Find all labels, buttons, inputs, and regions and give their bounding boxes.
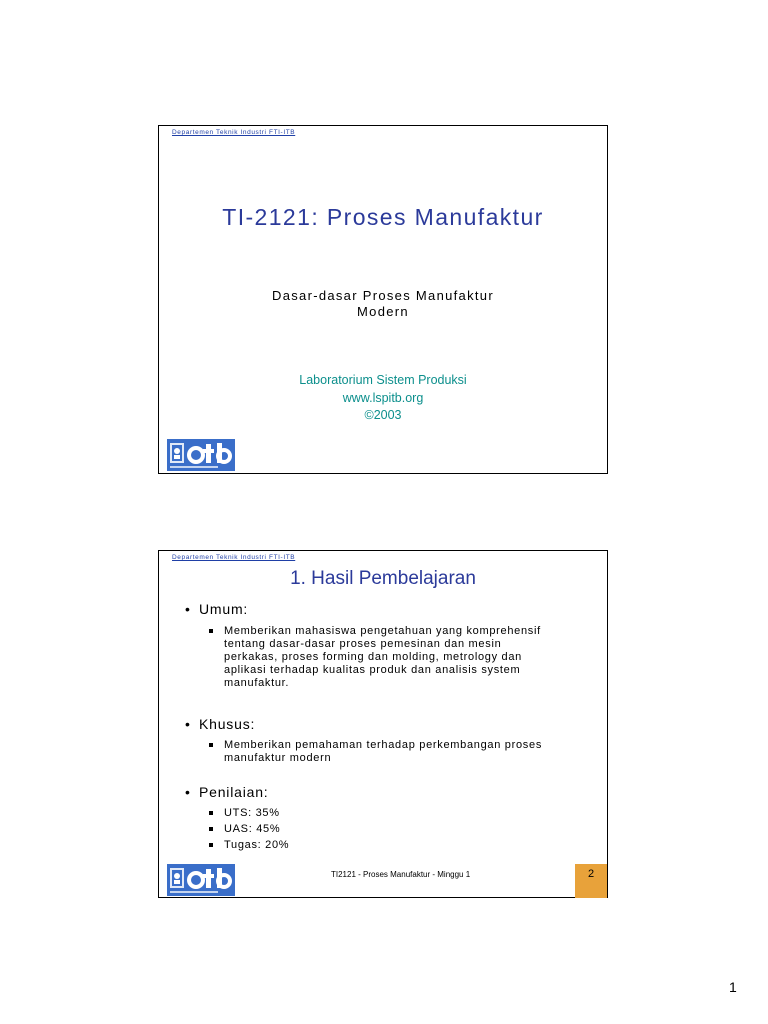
square-bullet-icon	[209, 811, 213, 815]
bullet-dot-icon: •	[185, 784, 191, 800]
bullet-khusus: • Khusus:	[185, 716, 256, 732]
bullet-umum: • Umum:	[185, 601, 249, 617]
department-header: Departemen Teknik Industri FTI-ITB	[172, 129, 296, 136]
course-subtitle-line2: Modern	[357, 304, 409, 319]
bullet-dot-icon: •	[185, 716, 191, 732]
list-item: UAS: 45%	[209, 823, 554, 836]
lab-website: www.lspitb.org	[342, 391, 424, 405]
slide-title	[158, 125, 608, 474]
square-bullet-icon	[209, 743, 213, 747]
lab-copyright: ©2003	[364, 408, 402, 422]
list-item: Tugas: 20%	[209, 839, 554, 852]
list-item: Memberikan pemahaman terhadap perkembangan proses manufaktur modern	[209, 739, 554, 765]
slide-number-badge: 2	[575, 864, 607, 898]
bullet-penilaian: • Penilaian:	[185, 784, 269, 800]
course-subtitle-line1: Dasar-dasar Proses Manufaktur	[272, 288, 494, 303]
list-item: Memberikan mahasiswa pengetahuan yang komprehensif tentang dasar-dasar proses pemesinan dan mesin perkakas, proses forming dan molding, metrology dan aplikasi terhadap kualitas produk dan analisis system manufaktur.	[209, 625, 554, 690]
square-bullet-icon	[209, 827, 213, 831]
department-header: Departemen Teknik Industri FTI-ITB	[172, 554, 296, 561]
lab-name: Laboratorium Sistem Produksi	[299, 373, 467, 387]
slide-heading: 1. Hasil Pembelajaran	[290, 568, 476, 589]
slide-footer: TI2121 - Proses Manufaktur - Minggu 1	[331, 870, 471, 879]
course-title: TI-2121: Proses Manufaktur	[222, 204, 544, 230]
itb-logo-icon	[167, 439, 235, 471]
square-bullet-icon	[209, 629, 213, 633]
itb-logo-icon	[167, 864, 235, 896]
square-bullet-icon	[209, 843, 213, 847]
list-item: UTS: 35%	[209, 807, 554, 820]
page-number: 1	[729, 979, 737, 995]
bullet-dot-icon: •	[185, 601, 191, 617]
slide-learning-outcomes	[158, 550, 608, 898]
